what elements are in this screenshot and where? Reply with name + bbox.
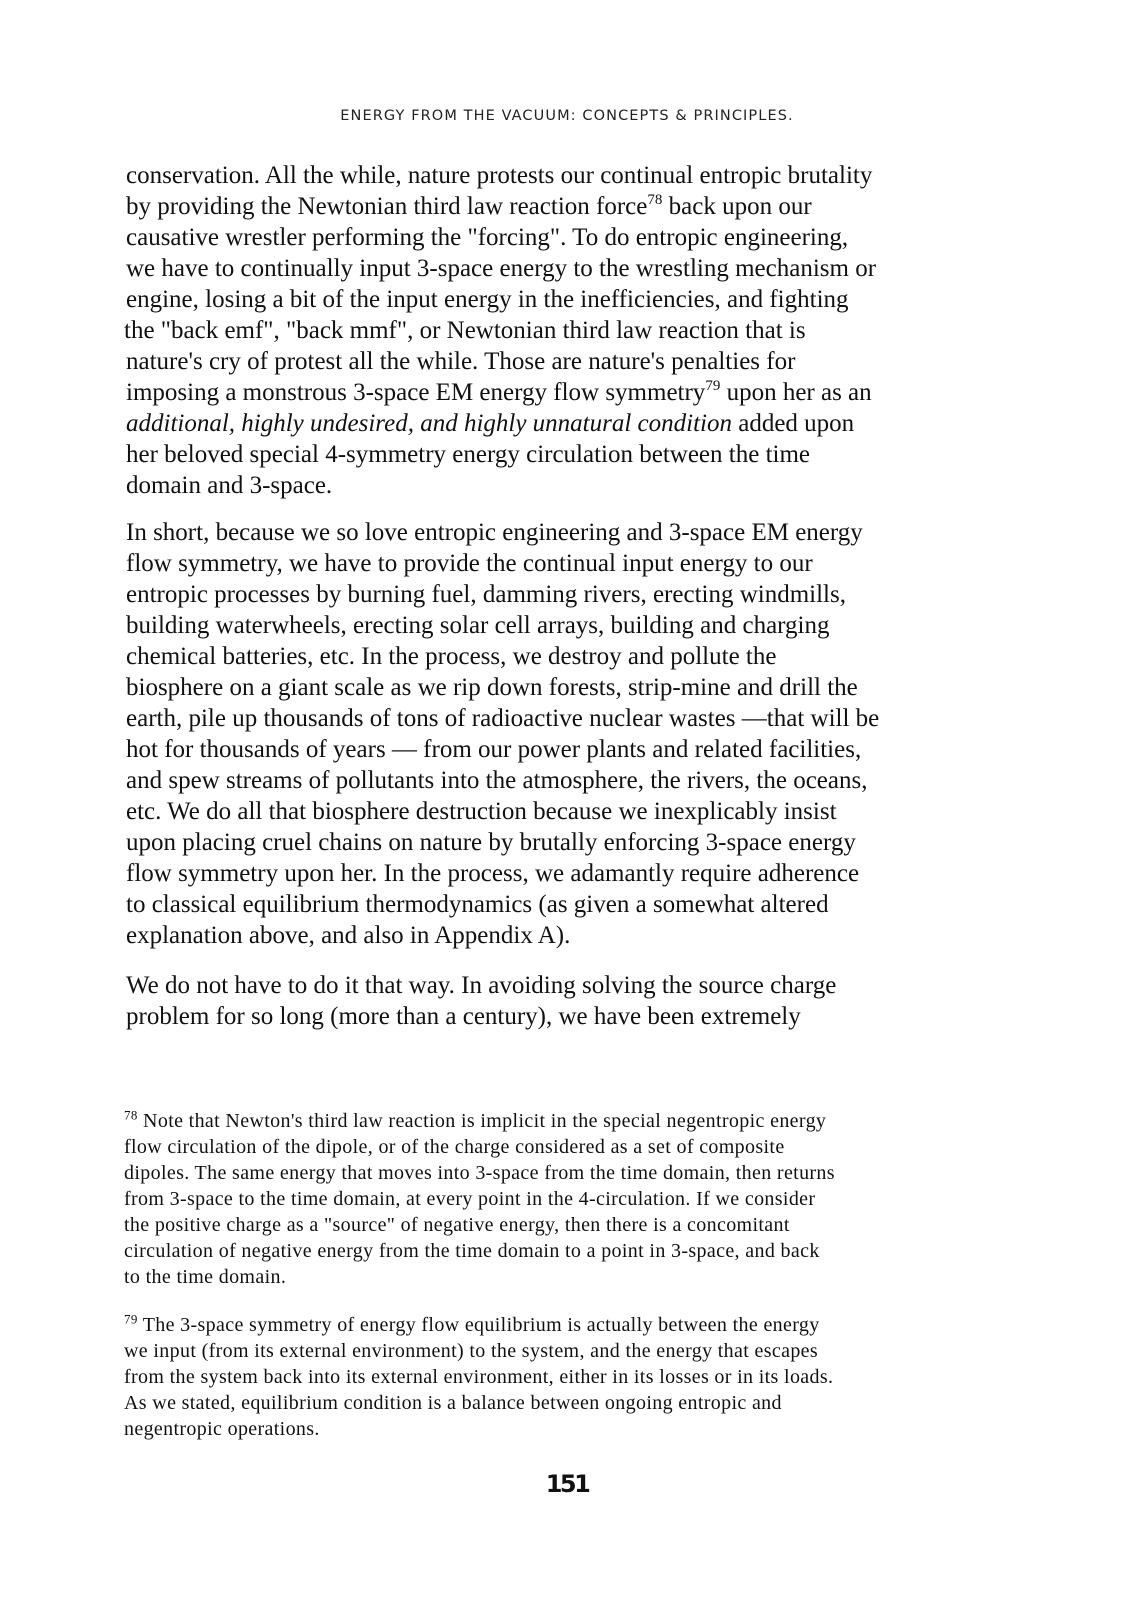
text-line: nature's cry of protest all the while. Those are nature's penalties for: [126, 348, 796, 375]
footnote-79: [124, 1312, 984, 1442]
text-line: the "back emf", "back mmf", or Newtonian third law reaction that is: [124, 317, 806, 344]
text-line: [126, 377, 986, 408]
footnote-line: from the system back into its external environment, either in its losses or in its loads.: [124, 1366, 834, 1388]
paragraph-1: [126, 160, 986, 501]
paragraph-3: [126, 970, 986, 1032]
text-span: by providing the Newtonian third law reaction force: [126, 193, 648, 220]
text-line: we have to continually input 3-space energy to the wrestling mechanism or: [126, 255, 877, 282]
text-span: Note that Newton's third law reaction is implicit in the special negentropic energy: [137, 1110, 827, 1132]
text-line: We do not have to do it that way. In avoiding solving the source charge: [126, 972, 837, 999]
text-line: hot for thousands of years — from our power plants and related facilities,: [126, 736, 862, 763]
footnote-line: circulation of negative energy from the time domain to a point in 3-space, and back: [124, 1240, 820, 1262]
text-line: building waterwheels, erecting solar cell arrays, building and charging: [126, 612, 830, 639]
text-span: added upon: [731, 410, 855, 437]
text-line: In short, because we so love entropic engineering and 3-space EM energy: [126, 519, 863, 546]
footnote-line: flow circulation of the dipole, or of the charge considered as a set of composite: [124, 1136, 785, 1158]
text-line: engine, losing a bit of the input energy in the inefficiencies, and fighting: [126, 286, 849, 313]
text-line: flow symmetry upon her. In the process, we adamantly require adherence: [126, 860, 860, 887]
text-line: and spew streams of pollutants into the atmosphere, the rivers, the oceans,: [126, 767, 868, 794]
text-line: explanation above, and also in Appendix A).: [126, 922, 571, 949]
text-line: etc. We do all that biosphere destruction because we inexplicably insist: [126, 798, 837, 825]
text-line: entropic processes by burning fuel, damming rivers, erecting windmills,: [126, 581, 846, 608]
text-line: her beloved special 4-symmetry energy circulation between the time: [126, 441, 811, 468]
text-line: [126, 191, 986, 222]
text-line: conservation. All the while, nature protests our continual entropic brutality: [126, 162, 873, 189]
page-number: 151: [545, 1470, 589, 1498]
footnote-line: [124, 1312, 984, 1338]
text-line: to classical equilibrium thermodynamics (as given a somewhat altered: [126, 891, 829, 918]
text-span: The 3-space symmetry of energy flow equilibrium is actually between the energy: [137, 1314, 820, 1336]
text-span: back upon our: [662, 193, 812, 220]
text-line: upon placing cruel chains on nature by brutally enforcing 3-space energy: [126, 829, 856, 856]
footnote-78: [124, 1108, 984, 1290]
text-line: earth, pile up thousands of tons of radioactive nuclear wastes —that will be: [126, 705, 880, 732]
text-span: upon her as an: [720, 379, 872, 406]
text-line: problem for so long (more than a century), we have been extremely: [126, 1003, 801, 1030]
footnote-line: from 3-space to the time domain, at every point in the 4-circulation. If we consider: [124, 1188, 816, 1210]
text-line: causative wrestler performing the "forcing". To do entropic engineering,: [126, 224, 849, 251]
text-line: biosphere on a giant scale as we rip down forests, strip-mine and drill the: [126, 674, 858, 701]
footnote-line: we input (from its external environment) to the system, and the energy that escapes: [124, 1340, 819, 1362]
text-line: chemical batteries, etc. In the process, we destroy and pollute the: [126, 643, 777, 670]
footnote-line: [124, 1108, 984, 1134]
running-header: ENERGY FROM THE VACUUM: CONCEPTS & PRINCIPLES.: [340, 108, 794, 124]
footnote-ref-79[interactable]: 79: [705, 377, 721, 394]
text-line: flow symmetry, we have to provide the continual input energy to our: [126, 550, 813, 577]
footnote-marker: 79: [124, 1311, 138, 1327]
footnote-line: to the time domain.: [124, 1266, 287, 1288]
footnote-ref-78[interactable]: 78: [647, 191, 663, 208]
text-span: imposing a monstrous 3-space EM energy flow symmetry: [126, 379, 706, 406]
footnote-line: dipoles. The same energy that moves into 3-space from the time domain, then returns: [124, 1162, 835, 1184]
paragraph-2: [126, 517, 986, 951]
text-line: [126, 408, 986, 439]
footnote-line: As we stated, equilibrium condition is a balance between ongoing entropic and: [124, 1392, 782, 1414]
text-line: domain and 3-space.: [126, 472, 333, 499]
footnote-line: the positive charge as a "source" of negative energy, then there is a concomitant: [124, 1214, 790, 1236]
italic-phrase: additional, highly undesired, and highly unnatural condition: [126, 410, 732, 437]
footnote-line: negentropic operations.: [124, 1418, 320, 1440]
footnote-marker: 78: [124, 1107, 138, 1123]
